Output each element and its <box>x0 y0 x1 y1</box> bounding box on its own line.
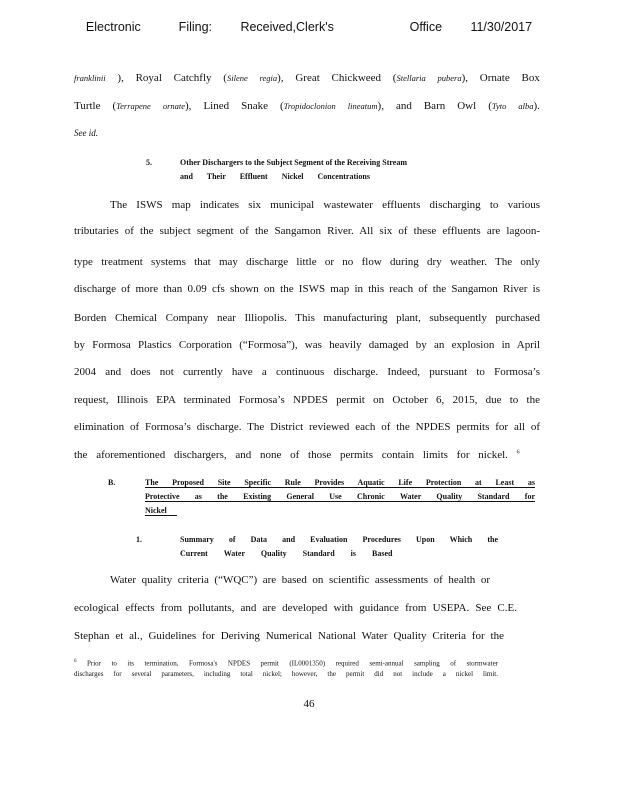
paragraph-line: Borden Chemical Company near Illiopolis. This manufacturing plant, subsequently purchased <box>74 312 540 324</box>
paragraph-line: type treatment systems that may discharge little or no flow during dry weather. The only <box>74 256 540 268</box>
paragraph-line: Water quality criteria (“WQC”) are based on scientific assessments of health or <box>110 574 490 586</box>
section-letter: B. <box>108 478 116 487</box>
paragraph-line: Stephan et al., Guidelines for Deriving Numerical National Water Quality Criteria for the <box>74 630 504 642</box>
subsection-heading: Summary of Data and Evaluation Procedures Upon Which the <box>180 535 498 544</box>
text-line: Turtle (Terrapene ornate), Lined Snake (Tropidoclonion lineatum), and Barn Owl (Tyto alba). <box>74 100 540 112</box>
paragraph-line: the aforementioned dischargers, and none of those permits contain limits for nickel. $^6$ <box>74 449 520 461</box>
page-number: 46 <box>303 698 315 710</box>
footnote-reference[interactable]: 6 <box>516 449 520 456</box>
paragraph-line: ecological effects from pollutants, and are developed with guidance from USEPA. See C.E. <box>74 602 517 614</box>
citation-see-id: See id. <box>74 128 98 138</box>
section-heading-cont: Nickel <box>145 506 177 516</box>
filing-stamp-header: Electronic Filing: Received,Clerk's Office 11/30/2017 <box>85 20 533 34</box>
section-heading: The Proposed Site Specific Rule Provides Aquatic Life Protection at Least as <box>145 478 535 487</box>
paragraph-line: The ISWS map indicates six municipal wastewater effluents discharging to various <box>110 199 540 211</box>
text-line: franklinii ), Royal Catchfly (Silene regia), Great Chickweed (Stellaria pubera), Ornate Box <box>74 72 540 84</box>
footnote-mark: 6 <box>74 659 77 664</box>
subsection-heading-cont: Current Water Quality Standard is Based <box>180 549 393 558</box>
paragraph-line: discharge of more than 0.09 cfs shown on the ISWS map in this reach of the Sangamon River is <box>74 283 540 295</box>
section-heading-cont: Protective as the Existing General Use Chronic Water Quality Standard for <box>145 492 535 501</box>
paragraph-line: request, Illinois EPA terminated Formosa’s NPDES permit on October 6, 2015, due to the <box>74 394 540 406</box>
footnote-text: $^6$ Prior to its termination, Formosa's NPDES permit (IL0001350) required semi-annual sampling of stormwater <box>74 659 499 668</box>
subsection-number: 1. <box>136 535 142 544</box>
section-heading: Other Dischargers to the Subject Segment of the Receiving Stream <box>180 158 407 167</box>
section-heading-cont: and Their Effluent Nickel Concentrations <box>180 172 370 181</box>
paragraph-line: tributaries of the subject segment of the Sangamon River. All six of these effluents are lagoon- <box>74 225 540 237</box>
section-number: 5. <box>146 158 152 167</box>
paragraph-line: by Formosa Plastics Corporation (“Formosa”), was heavily damaged by an explosion in April <box>74 339 540 351</box>
footnote-text-cont: discharges for several parameters, including total nickel; however, the permit did not include a nickel limit. <box>74 670 498 678</box>
paragraph-line: elimination of Formosa’s discharge. The District reviewed each of the NPDES permits for all of <box>74 421 540 433</box>
paragraph-line: 2004 and does not currently have a continuous discharge. Indeed, pursuant to Formosa’s <box>74 366 540 378</box>
